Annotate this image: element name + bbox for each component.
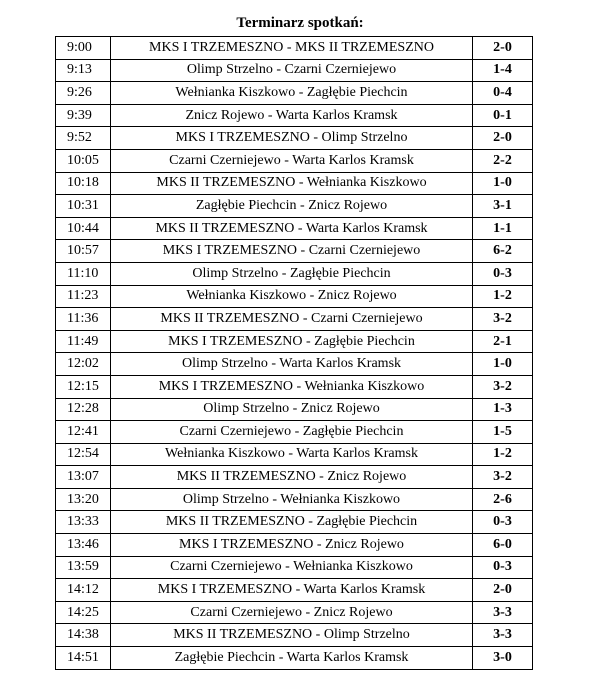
table-row xyxy=(56,240,533,263)
table-row xyxy=(56,195,533,218)
match-time: 13:07 xyxy=(56,466,111,489)
match-teams: MKS II TRZEMESZNO - Zagłębie Piechcin xyxy=(111,511,473,534)
match-score: 3-2 xyxy=(473,466,533,489)
table-row xyxy=(56,398,533,421)
match-teams: MKS II TRZEMESZNO - Wełnianka Kiszkowo xyxy=(111,172,473,195)
match-teams: Wełnianka Kiszkowo - Znicz Rojewo xyxy=(111,285,473,308)
match-score: 6-2 xyxy=(473,240,533,263)
table-row xyxy=(56,601,533,624)
table-row xyxy=(56,104,533,127)
match-time: 11:36 xyxy=(56,308,111,331)
match-teams: Olimp Strzelno - Wełnianka Kiszkowo xyxy=(111,488,473,511)
match-time: 12:15 xyxy=(56,375,111,398)
table-row xyxy=(56,37,533,60)
match-time: 11:49 xyxy=(56,330,111,353)
match-score: 3-3 xyxy=(473,601,533,624)
match-score: 0-1 xyxy=(473,104,533,127)
match-score: 3-1 xyxy=(473,195,533,218)
match-score: 0-3 xyxy=(473,262,533,285)
match-score: 0-4 xyxy=(473,82,533,105)
match-score: 2-0 xyxy=(473,127,533,150)
match-time: 11:23 xyxy=(56,285,111,308)
table-row xyxy=(56,330,533,353)
match-teams: Czarni Czerniejewo - Warta Karlos Kramsk xyxy=(111,149,473,172)
schedule-body xyxy=(56,37,533,670)
table-row xyxy=(56,647,533,670)
match-teams: Olimp Strzelno - Zagłębie Piechcin xyxy=(111,262,473,285)
match-teams: MKS II TRZEMESZNO - Olimp Strzelno xyxy=(111,624,473,647)
table-row xyxy=(56,375,533,398)
match-score: 3-3 xyxy=(473,624,533,647)
match-score: 0-3 xyxy=(473,511,533,534)
match-teams: Olimp Strzelno - Warta Karlos Kramsk xyxy=(111,353,473,376)
match-score: 2-0 xyxy=(473,579,533,602)
match-time: 14:38 xyxy=(56,624,111,647)
match-score: 3-2 xyxy=(473,375,533,398)
match-time: 14:25 xyxy=(56,601,111,624)
table-row xyxy=(56,488,533,511)
table-row xyxy=(56,353,533,376)
match-score: 3-0 xyxy=(473,647,533,670)
match-teams: Czarni Czerniejewo - Wełnianka Kiszkowo xyxy=(111,556,473,579)
table-row xyxy=(56,466,533,489)
match-teams: Zagłębie Piechcin - Znicz Rojewo xyxy=(111,195,473,218)
match-teams: MKS II TRZEMESZNO - Warta Karlos Kramsk xyxy=(111,217,473,240)
table-row xyxy=(56,217,533,240)
table-row xyxy=(56,262,533,285)
match-time: 9:52 xyxy=(56,127,111,150)
table-row xyxy=(56,511,533,534)
match-teams: Zagłębie Piechcin - Warta Karlos Kramsk xyxy=(111,647,473,670)
table-row xyxy=(56,82,533,105)
match-score: 6-0 xyxy=(473,534,533,557)
match-score: 2-6 xyxy=(473,488,533,511)
match-score: 3-2 xyxy=(473,308,533,331)
match-time: 14:12 xyxy=(56,579,111,602)
table-row xyxy=(56,127,533,150)
match-teams: MKS I TRZEMESZNO - Olimp Strzelno xyxy=(111,127,473,150)
table-row xyxy=(56,285,533,308)
table-row xyxy=(56,172,533,195)
match-time: 13:20 xyxy=(56,488,111,511)
match-teams: MKS II TRZEMESZNO - Czarni Czerniejewo xyxy=(111,308,473,331)
match-teams: MKS I TRZEMESZNO - Czarni Czerniejewo xyxy=(111,240,473,263)
match-teams: MKS II TRZEMESZNO - Znicz Rojewo xyxy=(111,466,473,489)
match-time: 11:10 xyxy=(56,262,111,285)
match-teams: Czarni Czerniejewo - Zagłębie Piechcin xyxy=(111,421,473,444)
match-score: 1-0 xyxy=(473,172,533,195)
match-score: 0-3 xyxy=(473,556,533,579)
match-score: 1-4 xyxy=(473,59,533,82)
match-score: 2-0 xyxy=(473,37,533,60)
match-teams: MKS I TRZEMESZNO - Wełnianka Kiszkowo xyxy=(111,375,473,398)
match-score: 2-1 xyxy=(473,330,533,353)
table-row xyxy=(56,308,533,331)
match-time: 12:02 xyxy=(56,353,111,376)
table-row xyxy=(56,556,533,579)
match-score: 1-5 xyxy=(473,421,533,444)
match-time: 10:18 xyxy=(56,172,111,195)
match-teams: Olimp Strzelno - Znicz Rojewo xyxy=(111,398,473,421)
match-teams: Czarni Czerniejewo - Znicz Rojewo xyxy=(111,601,473,624)
match-time: 10:05 xyxy=(56,149,111,172)
match-teams: MKS I TRZEMESZNO - Znicz Rojewo xyxy=(111,534,473,557)
match-teams: Wełnianka Kiszkowo - Warta Karlos Kramsk xyxy=(111,443,473,466)
match-time: 12:54 xyxy=(56,443,111,466)
match-score: 2-2 xyxy=(473,149,533,172)
match-score: 1-3 xyxy=(473,398,533,421)
table-row xyxy=(56,421,533,444)
match-time: 13:33 xyxy=(56,511,111,534)
match-time: 12:28 xyxy=(56,398,111,421)
table-row xyxy=(56,59,533,82)
match-time: 9:39 xyxy=(56,104,111,127)
table-row xyxy=(56,443,533,466)
match-time: 10:31 xyxy=(56,195,111,218)
match-teams: Znicz Rojewo - Warta Karlos Kramsk xyxy=(111,104,473,127)
table-row xyxy=(56,534,533,557)
match-time: 12:41 xyxy=(56,421,111,444)
schedule-table xyxy=(55,36,533,670)
table-row xyxy=(56,579,533,602)
match-time: 13:59 xyxy=(56,556,111,579)
match-time: 14:51 xyxy=(56,647,111,670)
match-time: 10:44 xyxy=(56,217,111,240)
match-score: 1-1 xyxy=(473,217,533,240)
match-teams: MKS I TRZEMESZNO - MKS II TRZEMESZNO xyxy=(111,37,473,60)
match-time: 9:26 xyxy=(56,82,111,105)
match-time: 10:57 xyxy=(56,240,111,263)
page-title: Terminarz spotkań: xyxy=(236,15,364,31)
match-score: 1-2 xyxy=(473,285,533,308)
table-row xyxy=(56,624,533,647)
match-time: 9:00 xyxy=(56,37,111,60)
match-teams: MKS I TRZEMESZNO - Zagłębie Piechcin xyxy=(111,330,473,353)
match-score: 1-0 xyxy=(473,353,533,376)
match-time: 9:13 xyxy=(56,59,111,82)
match-time: 13:46 xyxy=(56,534,111,557)
match-teams: Wełnianka Kiszkowo - Zagłębie Piechcin xyxy=(111,82,473,105)
match-teams: Olimp Strzelno - Czarni Czerniejewo xyxy=(111,59,473,82)
match-score: 1-2 xyxy=(473,443,533,466)
match-teams: MKS I TRZEMESZNO - Warta Karlos Kramsk xyxy=(111,579,473,602)
table-row xyxy=(56,149,533,172)
